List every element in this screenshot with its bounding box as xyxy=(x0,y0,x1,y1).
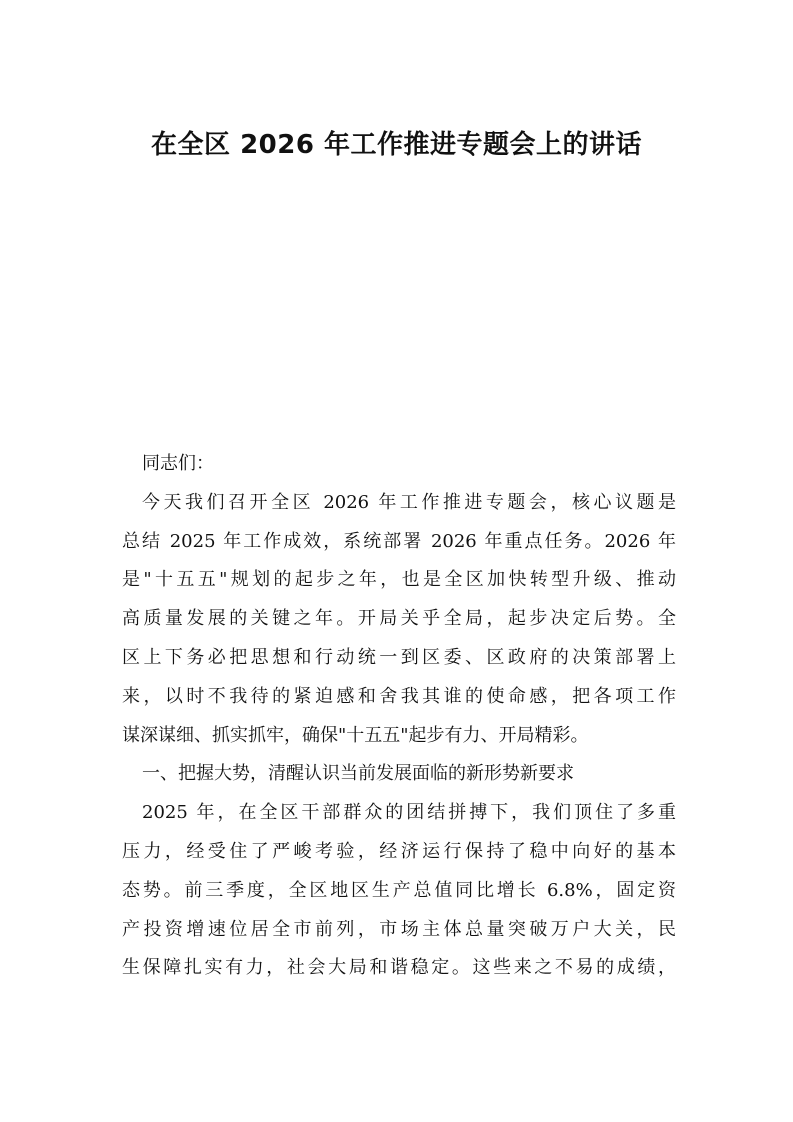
paragraph-line: 态势。前三季度，全区地区生产总值同比增长 6.8%，固定资 xyxy=(122,879,676,901)
paragraph-line: 生保障扎实有力，社会大局和谐稳定。这些来之不易的成绩， xyxy=(122,957,676,979)
paragraph-line: 高质量发展的关键之年。开局关乎全局，起步决定后势。全 xyxy=(122,608,676,630)
paragraph-line: 来，以时不我待的紧迫感和舍我其谁的使命感，把各项工作 xyxy=(122,685,676,707)
paragraph-line: 是"十五五"规划的起步之年，也是全区加快转型升级、推动 xyxy=(122,569,676,591)
salutation: 同志们： xyxy=(142,453,214,474)
paragraph-line: 谋深谋细、抓实抓牢，确保"十五五"起步有力、开局精彩。 xyxy=(122,724,589,746)
paragraph-line: 总结 2025 年工作成效，系统部署 2026 年重点任务。2026 年 xyxy=(122,530,676,552)
document-body xyxy=(122,445,676,988)
section-heading: 一、把握大势，清醒认识当前发展面临的新形势新要求 xyxy=(142,763,574,785)
document-title: 在全区 2026 年工作推进专题会上的讲话 xyxy=(151,130,642,160)
paragraph-line: 今天我们召开全区 2026 年工作推进专题会，核心议题是 xyxy=(142,491,676,513)
paragraph-line: 2025 年，在全区干部群众的团结拼搏下，我们顶住了多重 xyxy=(142,802,676,824)
paragraph-line: 产投资增速位居全市前列，市场主体总量突破万户大关，民 xyxy=(122,918,676,940)
paragraph-line: 压力，经受住了严峻考验，经济运行保持了稳中向好的基本 xyxy=(122,840,676,862)
paragraph-line: 区上下务必把思想和行动统一到区委、区政府的决策部署上 xyxy=(122,646,676,668)
